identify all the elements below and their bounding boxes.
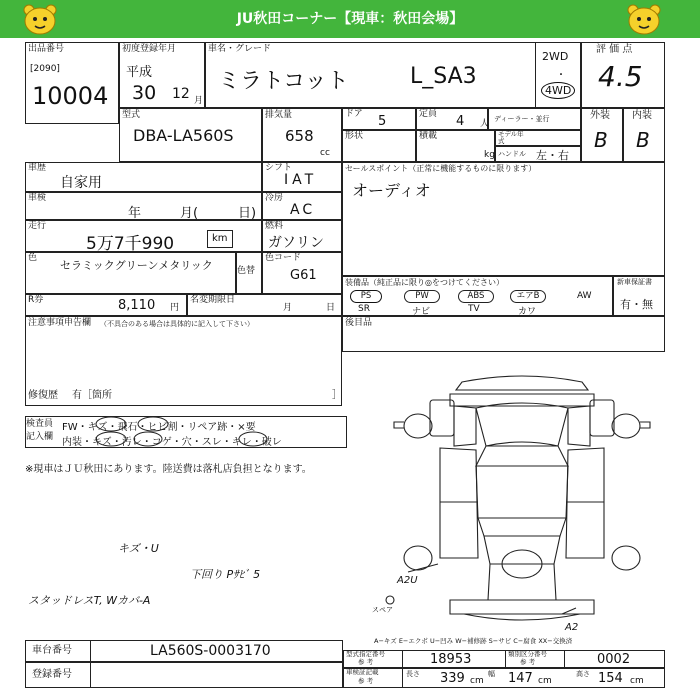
recycle-box — [25, 294, 187, 316]
warranty-value: 有・無 — [620, 298, 653, 311]
inspection-box — [25, 192, 262, 220]
inspection-day-unit: 日) — [238, 206, 257, 221]
drive-2wd: 2WD — [542, 50, 569, 63]
fuel-label: 燃料 — [265, 221, 284, 231]
color-value: セラミックグリーンメタリック — [60, 259, 213, 272]
warranty-label: 新車保証書 — [617, 278, 652, 286]
model-year-label: モデル年式 — [498, 130, 524, 145]
exterior-value: B — [594, 128, 608, 152]
location-note: ※現車はＪＵ秋田にあります。陸送費は落札店負担となります。 — [25, 464, 312, 475]
registration-year: 30 — [132, 82, 157, 104]
capacity-value: 4 — [456, 114, 465, 129]
color-label: 色 — [28, 253, 38, 263]
notes-sub: （不具合のある場合は具体的に記入して下さい） — [100, 320, 254, 328]
chassis-value: LA560S-0003170 — [150, 643, 271, 659]
displacement-label: 排気量 — [265, 110, 293, 120]
cooler-value: AC — [290, 202, 316, 218]
category-value: 0002 — [597, 652, 631, 667]
doors-value: 5 — [378, 114, 387, 129]
interior-value: B — [636, 128, 650, 152]
cert-sub: 参 考 — [358, 677, 374, 685]
equip-pw: PW — [404, 290, 440, 303]
capacity-unit: 人 — [480, 119, 490, 129]
drive-4wd-circled: 4WD — [541, 82, 575, 99]
designation-sub: 参 考 — [358, 658, 374, 666]
equipment-label: 装備品（純正品に限り◎をつけてください） — [345, 278, 504, 287]
cert-width: 147 — [508, 671, 533, 686]
category-sub: 参 考 — [520, 658, 536, 666]
diagram-a2u: A2U — [397, 575, 418, 586]
inspection-year-unit: 年 — [128, 206, 142, 221]
color-code: G61 — [290, 268, 317, 283]
cert-length-label: 長さ — [406, 670, 420, 678]
shape-label: 形状 — [345, 131, 364, 141]
dealer-label: ディーラー・並行 — [494, 115, 550, 123]
diagram-spare: スペア — [372, 606, 393, 614]
cooler-label: 冷房 — [265, 193, 284, 203]
equip-navi: ナビ — [412, 307, 431, 317]
inspection-label: 車検 — [28, 193, 47, 203]
name-change-day: 日 — [326, 303, 336, 313]
registration-label: 初度登録年月 — [122, 44, 177, 54]
repair-label: 修復歴 — [28, 390, 58, 401]
notes-label: 注意事項申告欄 — [28, 318, 92, 328]
cert-width-unit: cm — [538, 676, 552, 686]
load-label: 積載 — [419, 131, 438, 141]
reg-no-label: 登録番号 — [32, 669, 72, 680]
cert-height-unit: cm — [630, 676, 644, 686]
mileage-value: 5万7千990 — [86, 234, 175, 254]
header-title: JU秋田コーナー【現車：秋田会場】 — [236, 11, 464, 27]
registration-month-unit: 月 — [194, 96, 204, 106]
recycle-value: 8,110 — [118, 298, 156, 313]
category-label: 類別区分番号 — [508, 650, 547, 658]
drive-sep: ・ — [556, 70, 566, 81]
cert-length-unit: cm — [470, 676, 484, 686]
handle-label: ハンドル — [498, 150, 526, 158]
checks-row-2: 内装・キズ・汚レ・コゲ・穴・スレ・キレ・破レ — [62, 437, 282, 448]
check-circles — [25, 416, 347, 448]
exterior-label: 外装 — [590, 110, 610, 121]
displacement-unit: cc — [320, 148, 330, 158]
repair-close: ］ — [332, 390, 342, 401]
name-change-label: 名変期限日 — [190, 295, 236, 305]
equip-leather: カワ — [518, 307, 537, 317]
note-3: スタッドレスT, Wカバ-A — [28, 594, 151, 607]
equip-ps: PS — [350, 290, 382, 303]
checks-label-2: 記入欄 — [26, 432, 54, 442]
cert-height-label: 高さ — [576, 670, 590, 678]
car-diagram — [380, 368, 665, 630]
repair-value: 有［箇所 — [72, 390, 112, 401]
score-label: 評 価 点 — [596, 44, 633, 55]
cert-height: 154 — [598, 671, 623, 686]
designation-label: 型式指定番号 — [346, 650, 385, 658]
cert-label: 車検証記載 — [346, 668, 379, 676]
note-2: 下回り Pｻﾋﾞ 5 — [190, 568, 261, 581]
recycle-label: R券 — [28, 295, 44, 305]
cert-width-label: 幅 — [488, 670, 495, 678]
lot-label: 出品番号 — [28, 44, 65, 54]
designation-value: 18953 — [430, 652, 472, 667]
sales-point-value: オーディオ — [352, 181, 431, 200]
inspection-month-unit: 月( — [180, 206, 199, 221]
score-value: 4.5 — [598, 60, 643, 93]
model-label: 型式 — [122, 110, 141, 120]
car-grade: L_SA3 — [410, 64, 477, 89]
chassis-label: 車台番号 — [32, 645, 72, 656]
displacement-value: 658 — [285, 127, 314, 145]
equip-abs: ABS — [458, 290, 494, 303]
car-name: ミラトコット — [218, 69, 349, 94]
interior-label: 内装 — [632, 110, 652, 121]
note-1: キズ・U — [118, 542, 159, 555]
sales-point-label: セールスポイント（正常に機能するものに限ります） — [345, 164, 537, 173]
color-code-label: 色コード — [265, 253, 302, 263]
lot-number: 10004 — [32, 82, 109, 110]
registration-era: 平成 — [126, 65, 153, 80]
lot-bracket: [2090] — [30, 64, 60, 74]
checks-row-1: FW・キズ・飛石・ヒビ割・リペア跡・×要 — [62, 422, 256, 433]
diagram-a2: A2 — [565, 622, 579, 633]
equip-tv: TV — [468, 304, 480, 314]
model-value: DBA-LA560S — [133, 126, 234, 145]
car-name-label: 車名・グレード — [208, 44, 272, 54]
recycle-unit: 円 — [170, 303, 180, 313]
load-unit: kg — [484, 150, 495, 160]
fuel-value: ガソリン — [268, 235, 324, 251]
damage-legend: A−キズ E−エクボ U−凹み W−補修跡 S−サビ C−腐食 XX−交換済 — [374, 637, 573, 645]
shift-value: IAT — [284, 172, 318, 188]
equip-sr: SR — [358, 304, 370, 314]
mileage-label: 走行 — [28, 221, 47, 231]
name-change-month: 月 — [283, 303, 293, 313]
usage-label: 車歴 — [28, 163, 47, 173]
handle-value: 左・右 — [536, 149, 569, 162]
rear-seat-label: 後目品 — [345, 318, 373, 328]
capacity-label: 定員 — [419, 109, 438, 119]
usage-value: 自家用 — [60, 175, 102, 191]
equip-aw: AW — [577, 291, 592, 301]
shift-label: シフト — [265, 163, 293, 173]
equip-airbag: エアB — [510, 290, 546, 303]
checks-label-1: 検査員 — [26, 419, 54, 429]
color-change-label: 色替 — [237, 266, 256, 276]
cert-length: 339 — [440, 671, 465, 686]
mileage-unit: km — [212, 233, 228, 244]
rear-seat-box — [342, 316, 665, 352]
doors-label: ドア — [345, 109, 363, 119]
registration-month: 12 — [172, 86, 190, 102]
